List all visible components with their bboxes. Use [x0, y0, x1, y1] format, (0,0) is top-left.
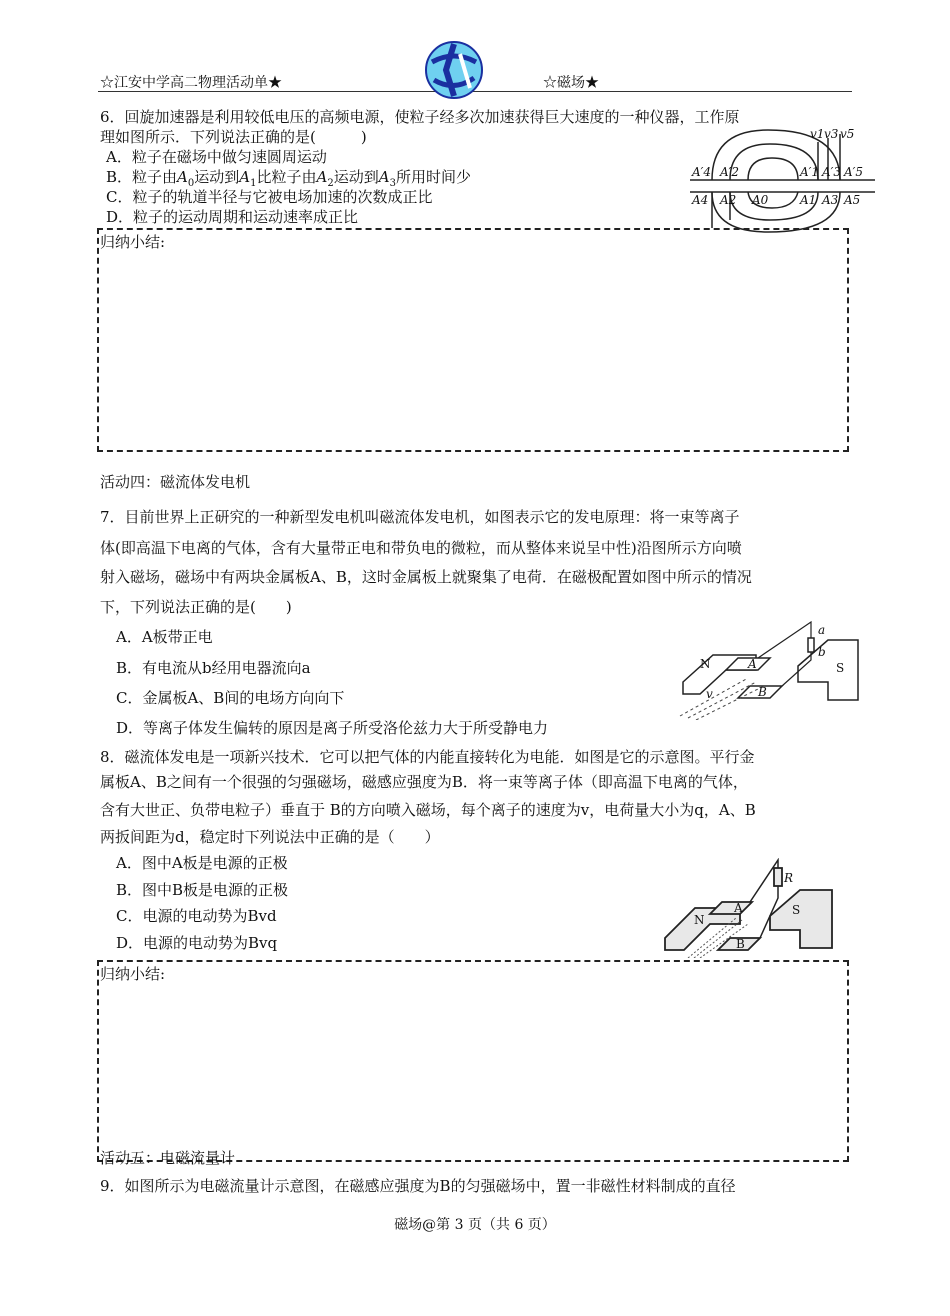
school-logo: [424, 40, 484, 100]
q9-stem-line1: 9．如图所示为电磁流量计示意图，在磁感应强度为B的匀强磁场中，置一非磁性材料制成的直径: [100, 1177, 736, 1195]
q8-option-c: C．电源的电动势为Bvd: [116, 907, 277, 925]
q8-option-a: A．图中A板是电源的正极: [116, 854, 288, 872]
fig8-label-r: R: [784, 871, 794, 885]
q6-option-d: D．粒子的运动周期和运动速率成正比: [106, 208, 359, 226]
q8-stem-line2: 属板A、B之间有一个很强的匀强磁场，磁感应强度为B．将一束等离子体（即高温下电离的气体，: [100, 773, 748, 791]
label-v5: v5: [840, 128, 855, 141]
fig7-label-v: v: [706, 687, 713, 701]
q7-option-c: C．金属板A、B间的电场方向向下: [116, 689, 345, 707]
label-a2: A2: [720, 193, 737, 207]
label-a3p: A′3: [822, 165, 842, 179]
fig7-label-b-small: b: [818, 645, 826, 659]
load-resistor: [808, 638, 814, 652]
q7-stem-line4: 下，下列说法正确的是( ): [100, 598, 292, 616]
fig8-label-s: S: [792, 903, 801, 917]
fig8-label-n: N: [694, 913, 705, 927]
label-v1: v1: [810, 128, 825, 141]
summary-box-1[interactable]: [97, 228, 849, 452]
q6-option-c: C．粒子的轨道半径与它被电场加速的次数成正比: [106, 188, 433, 206]
activity5-title: 活动五：电磁流量计: [100, 1149, 236, 1167]
orbit-inner-top: [748, 158, 798, 180]
label-a4: A4: [692, 193, 709, 207]
label-a1p: A′1: [800, 165, 820, 179]
label-a5p: A′5: [844, 165, 864, 179]
header-left-title: ☆江安中学高二物理活动单★: [100, 75, 282, 91]
label-a5: A5: [844, 193, 861, 207]
fig7-label-b: B: [758, 685, 767, 699]
fig8-label-a: A: [734, 901, 743, 915]
label-a3: A3: [822, 193, 839, 207]
fig8-label-b: B: [736, 937, 745, 951]
cyclotron-figure: [690, 128, 880, 236]
fig7-label-a-small: a: [818, 623, 826, 637]
q7-stem-line2: 体(即高温下电离的气体，含有大量带正电和带负电的微粒，而从整体来说呈中性)沿图所示方向喷: [100, 539, 742, 557]
mhd-generator-figure: [678, 620, 868, 720]
q7-option-b: B．有电流从b经用电器流向a: [116, 659, 311, 677]
label-a2p: A′2: [720, 165, 740, 179]
mhd-generator-figure-2: [660, 858, 840, 958]
q6-stem-line2: 理如图所示．下列说法正确的是( ): [100, 128, 367, 146]
summary-box-2[interactable]: [97, 960, 849, 1162]
q7-stem-line1: 7．目前世界上正研究的一种新型发电机叫磁流体发电机，如图表示它的发电原理：将一束等离子: [100, 508, 740, 526]
label-a4p: A′4: [692, 165, 712, 179]
q8-option-b: B．图中B板是电源的正极: [116, 881, 289, 899]
q6-stem-line1: 6．回旋加速器是利用较低电压的高频电源，使粒子经多次加速获得巨大速度的一种仪器，工作原: [100, 108, 740, 126]
q8-stem-line1: 8．磁流体发电是一项新兴技术．它可以把气体的内能直接转化为电能．如图是它的示意图。平行金: [100, 748, 755, 766]
header-right-title: ☆磁场★: [543, 75, 599, 91]
magnet-s: [798, 640, 858, 700]
q6-option-a: A．粒子在磁场中做匀速圆周运动: [106, 148, 327, 166]
magnet-s-2: [770, 890, 832, 948]
q6-option-b: B．粒子由$A_0$运动到$A_1$比粒子由$A_2$运动到$A_3$所用时间少: [106, 168, 471, 189]
summary-label-2: 归纳小结:: [100, 965, 166, 983]
label-v3: v3: [824, 128, 839, 141]
load-resistor-2: [774, 868, 782, 886]
wire-top: [758, 622, 811, 658]
q8-stem-line4: 两扳间距为d，稳定时下列说法中正确的是（ ）: [100, 828, 440, 846]
q7-option-d: D．等离子体发生偏转的原因是离子所受洛伦兹力大于所受静电力: [116, 719, 549, 737]
activity4-title: 活动四：磁流体发电机: [100, 473, 251, 491]
fig7-label-a: A: [748, 657, 757, 671]
label-a0: A0: [752, 193, 769, 207]
fig7-label-s: S: [836, 661, 845, 675]
summary-label-1: 归纳小结:: [100, 233, 166, 251]
q7-stem-line3: 射入磁场，磁场中有两块金属板A、B，这时金属板上就聚集了电荷．在磁极配置如图中所示的情况: [100, 568, 752, 586]
plate-a-2: [710, 902, 752, 914]
q7-option-a: A．A板带正电: [116, 628, 213, 646]
q8-option-d: D．电源的电动势为Bvq: [116, 934, 278, 952]
label-a1: A1: [800, 193, 817, 207]
fig7-label-n: N: [700, 657, 711, 671]
q8-stem-line3: 含有大世正、负带电粒子）垂直于 B的方向喷入磁场，每个离子的速度为v，电荷量大小为q，A、B: [100, 801, 756, 819]
page-footer: 磁场@第 3 页（共 6 页）: [394, 1217, 556, 1233]
